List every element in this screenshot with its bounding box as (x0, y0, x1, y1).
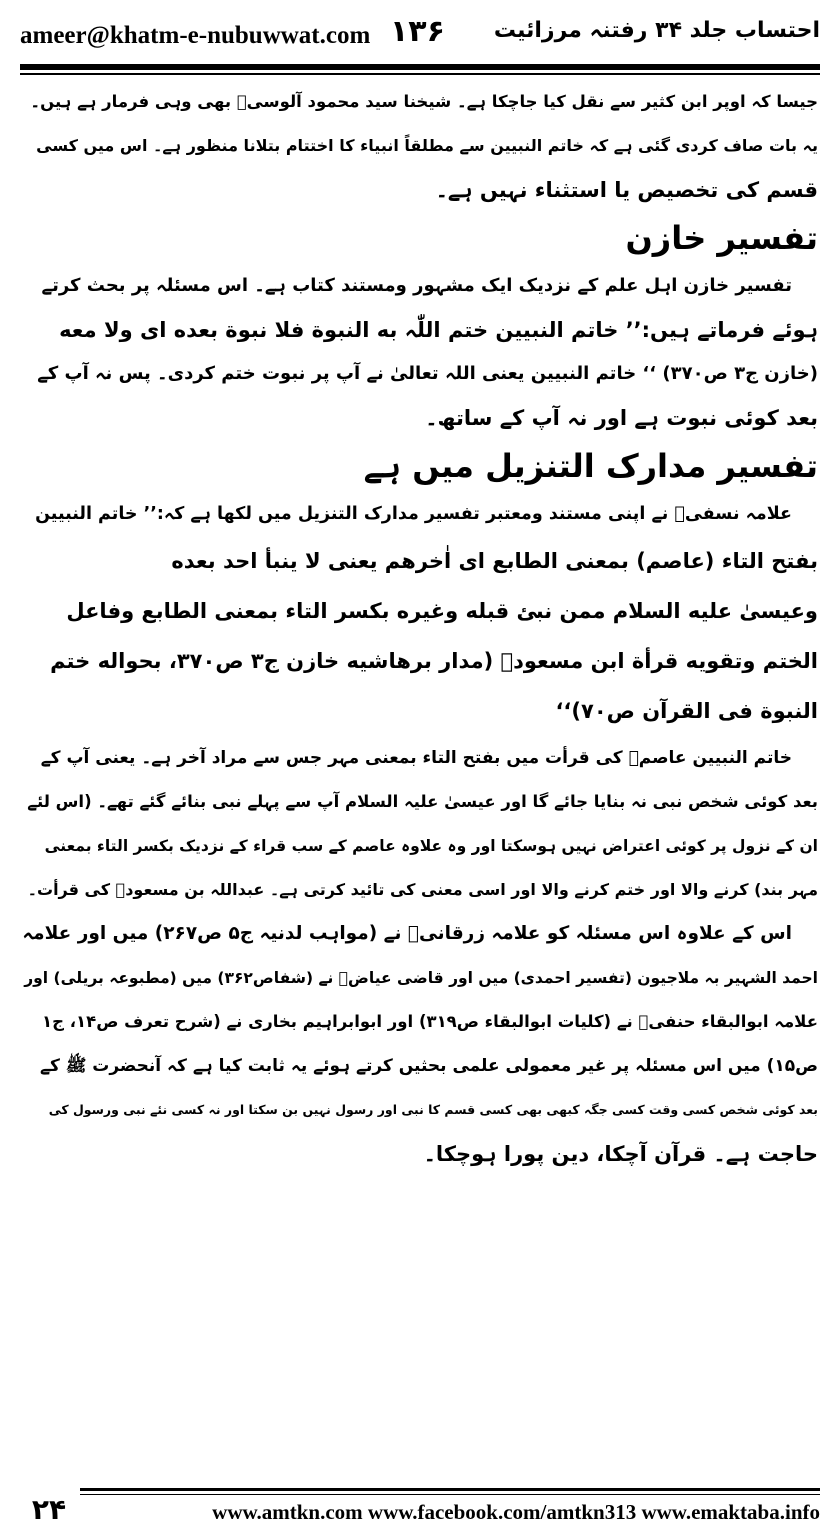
arabic-quote-line-3: الختم وتقويه قرأة ابن مسعودؓ (مدار برهاشيه خازن ج۳ ص۳۷۰، بحواله ختم (50, 649, 818, 673)
page-footer (20, 1488, 820, 1532)
body-line-5: تفسیر خازن اہل علم کے نزدیک ایک مشہور ومستند کتاب ہے۔ اس مسئلہ پر بحث کرتے (41, 275, 792, 296)
body-line-2: یہ بات صاف کردی گئی ہے کہ خاتم النبیین سے مطلقاً انبیاء کا اختتام بتلانا منظور ہے۔ اس میں کسی (36, 136, 818, 155)
body-line-22: ص۱۵) میں اس مسئلہ پر غیر معمولی علمی بحثیں کرتے ہوئے یہ ثابت کیا ہے کہ آنحضرت ﷺ کے (40, 1056, 818, 1076)
footer-rule-thin (80, 1494, 820, 1495)
section-heading-tafseer-khazin: تفسیر خازن (625, 219, 818, 257)
footer-urls[interactable]: www.amtkn.com www.facebook.com/amtkn313 www.emaktaba.info (212, 1500, 820, 1524)
body-line-7: (خازن ج۳ ص۳۷۰) ‘‘ خاتم النبیین یعنی اللہ تعالیٰ نے آپ پر نبوت ختم کردی۔ پس نہ آپ کے (37, 363, 818, 384)
body-line-1: جیسا کہ اوپر ابن کثیر سے نقل کیا جاچکا ہے۔ شیخنا سید محمود آلوسیؒ بھی وہی فرمار ہے ہیں۔ (30, 92, 818, 111)
header-rule-thick (20, 64, 820, 70)
arabic-quote-line-1: بفتح التاء (عاصم) بمعنى الطابع اى اٰخرهم يعنى لا ينبأ احد بعده (171, 549, 818, 573)
body-line-15: خاتم النبیین عاصمؒ کی قرأت میں بفتح التاء بمعنی مہر جس سے مراد آخر ہے۔ یعنی آپ کے (40, 748, 792, 768)
header-email: ameer@khatm-e-nubuwwat.com (20, 22, 371, 49)
page-body (22, 80, 818, 1176)
body-line-24: حاجت ہے۔ قرآن آچکا، دین پورا ہوچکا۔ (423, 1142, 818, 1166)
body-line-17: ان کے نزول پر کوئی اعتراض نہیں ہوسکتا اور وہ علاوہ عاصم کے سب قراء کے نزدیک بکسر التاء بمعنی (44, 837, 818, 855)
body-line-16: بعد کوئی شخص نبی نہ بنایا جائے گا اور عیسیٰ علیہ السلام آپ سے پہلے نبی بنائے گئے تھے۔ (اس لئے (27, 792, 818, 811)
footer-page-box: ۲۴ (31, 1493, 67, 1526)
header-book-title: احتساب جلد ۳۴ رفتنہ مرزائیت (493, 18, 820, 43)
body-line-18: مہر بند) کرنے والا اور ختم کرنے والا اور اسی معنی کی تائید کرتی ہے۔ عبداللہ بن مسعودؓ کی قرأت۔ (27, 880, 818, 899)
page-header (20, 14, 820, 60)
body-line-10: علامہ نسفیؒ نے اپنی مستند ومعتبر تفسیر مدارک التنزیل میں لکھا ہے کہ:’’ خاتم النبیین (35, 504, 792, 524)
header-rule-thin (20, 73, 820, 75)
body-line-19: اس کے علاوہ اس مسئلہ کو علامہ زرقانیؒ نے (مواہب لدنیہ ج۵ ص۲۶۷) میں اور علامہ (22, 923, 792, 944)
body-line-8: بعد کوئی نبوت ہے اور نہ آپ کے ساتھ۔ (425, 406, 818, 430)
footer-rule-thick (80, 1488, 820, 1491)
body-line-20: احمد الشہیر بہ ملاجیون (تفسیر احمدی) میں اور قاضی عیاضؒ نے (شفاص۳۶۲) میں (مطبوعہ بریلی) اور (24, 969, 818, 987)
arabic-quote-line-4: النبوة فى القرآن ص۷۰)‘‘ (555, 699, 818, 723)
section-heading-madarik: تفسیر مدارک التنزیل میں ہے (363, 447, 818, 485)
header-page-number: ۱۳۶ (390, 14, 445, 49)
body-line-6: ہوئے فرماتے ہیں:’’ خاتم النبیین ختم اللّٰہ به النبوة فلا نبوة بعده ای ولا معه (59, 318, 818, 342)
body-line-23: بعد کوئی شخص کسی وقت کسی جگہ کبھی بھی کسی قسم کا نبی اور رسول نہیں بن سکتا اور نہ کسی نئے نبی ورسول کی (48, 1102, 818, 1117)
body-line-3: قسم کی تخصیص یا استثناء نہیں ہے۔ (435, 178, 818, 202)
arabic-quote-line-2: وعيسىٰ عليه السلام ممن نبئ قبله وغيره بكسر التاء بمعنى الطابع وفاعل (66, 599, 818, 623)
body-line-21: علامہ ابوالبقاء حنفیؒ نے (کلیات ابوالبقاء ص۳۱۹) اور ابوابراہیم بخاری نے (شرح تعرف ص۱۴، ج۱ (42, 1012, 818, 1031)
